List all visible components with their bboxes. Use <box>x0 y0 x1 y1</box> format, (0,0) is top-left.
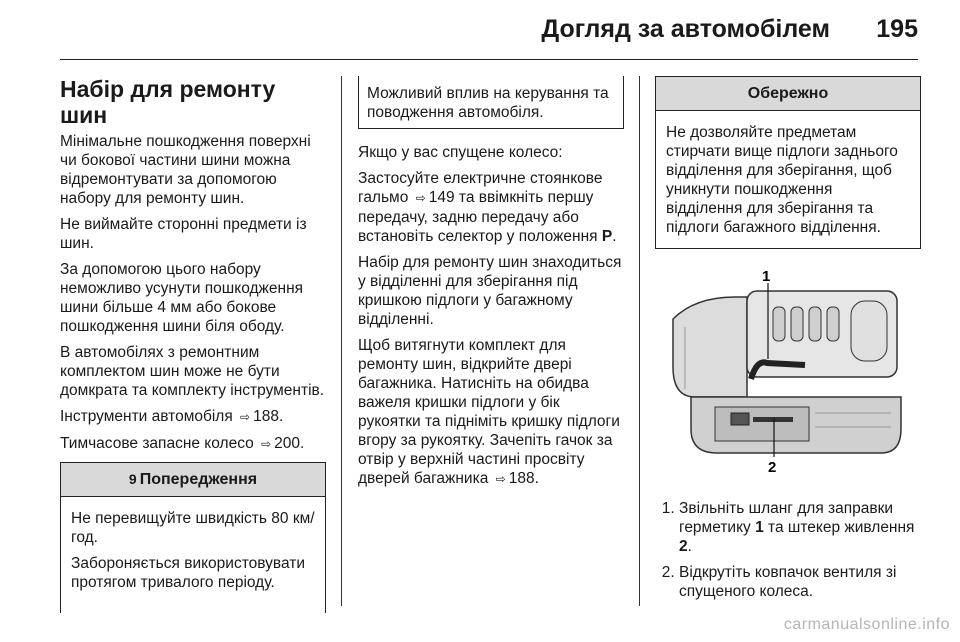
paragraph: Не виймайте сторонні предмети із шин. <box>60 216 307 252</box>
step-text: . <box>687 538 692 555</box>
tire-repair-kit-figure <box>655 267 921 477</box>
section-heading: Набір для ремонту шин <box>60 76 276 128</box>
paragraph-text: Тимчасове запасне колесо <box>60 435 254 452</box>
paragraph: За допомогою цього набору неможливо усунути пошкодження шини більше 4 мм або бокове пошкодження шини біля ободу. <box>60 261 304 335</box>
callout-2: 2 <box>768 459 777 476</box>
compressor-cylinder <box>673 297 747 397</box>
paragraph-text: Щоб витягнути комплект для ремонту шин, відкрийте двері багажника. Натисніть на обидва важеля кришки підлоги у бік рукоятки та підніміть кришку підлоги вгору за рукоятку. Зачепіть гачок за отвір у верхній частині просвіту дверей багажника <box>358 337 620 487</box>
warning-box-body <box>61 497 325 603</box>
page-header <box>60 0 918 58</box>
caution-box-header: Обережно <box>656 77 920 111</box>
paragraph-text: та ввімкніть першу передачу, задню передачу або встановіть селектор у положення <box>358 189 598 245</box>
warning-title: Попередження <box>139 471 258 488</box>
page-ref-icon[interactable]: ⇨ <box>415 191 426 205</box>
page-ref[interactable]: 200. <box>274 435 305 452</box>
warning-box <box>60 462 326 613</box>
instruction-list <box>655 499 921 601</box>
power-plug <box>731 413 749 425</box>
paragraph-text: Застосуйте електричне стоянкове гальмо <box>358 170 603 206</box>
page-ref[interactable]: 188. <box>253 408 284 425</box>
header-title: Догляд за автомобілем <box>541 15 830 43</box>
callout-ref: 1 <box>755 519 764 536</box>
paragraph-text: . <box>612 228 617 245</box>
gear-position-label: P <box>601 228 613 245</box>
header-rule <box>60 59 918 60</box>
caution-text: Не дозволяйте предметам стирчати вище підлоги заднього відділення для зберігання, щоб уникнути пошкодження відділення для зберігання та підлоги багажного відділення. <box>666 124 898 236</box>
paragraph <box>358 336 624 489</box>
caution-box-body <box>656 111 920 248</box>
warning-box-continuation <box>358 76 624 129</box>
paragraph <box>60 434 326 454</box>
page-ref[interactable]: 149 <box>428 189 455 206</box>
step-text: та штекер живлення <box>768 519 915 536</box>
column-3 <box>655 76 921 608</box>
column-divider <box>639 76 640 606</box>
warning-continuation-text: Можливий вплив на керування та поводження автомобіля. <box>367 85 609 121</box>
column-divider <box>341 76 342 606</box>
paragraph-text: Інструменти автомобіля <box>60 408 233 425</box>
caution-box <box>655 76 921 249</box>
paragraph <box>358 169 624 246</box>
callout-ref: 2 <box>679 538 688 555</box>
warning-box-header <box>61 463 325 497</box>
page-ref-icon[interactable]: ⇨ <box>261 437 272 451</box>
warning-line: Забороняється використовувати протягом тривалого періоду. <box>71 555 305 591</box>
paragraph: Якщо у вас спущене колесо: <box>358 144 563 161</box>
paragraph: В автомобілях з ремонтним комплектом шин може не бути домкрата та комплекту інструментів. <box>60 344 325 399</box>
page-ref-icon[interactable]: ⇨ <box>240 410 251 424</box>
paragraph <box>60 407 326 427</box>
callout-1: 1 <box>762 268 771 285</box>
column-2 <box>358 76 624 496</box>
page-number: 195 <box>876 15 918 43</box>
page-ref-icon[interactable]: ⇨ <box>495 472 506 486</box>
warning-triangle-icon: 9 <box>128 471 137 487</box>
page-ref[interactable]: 188. <box>508 470 539 487</box>
watermark: carmanualsonline.info <box>783 616 950 633</box>
step-text: Звільніть шланг для заправки герметику <box>679 500 894 536</box>
column-1 <box>60 76 326 613</box>
compressor-illustration <box>655 267 921 477</box>
instruction-step: 2. Відкрутіть ковпачок вентиля зі спущеного колеса. <box>679 563 921 601</box>
warning-line: Не перевищуйте швидкість 80 км/год. <box>71 510 315 546</box>
instruction-step <box>679 499 921 556</box>
paragraph: Набір для ремонту шин знаходиться у відділенні для зберігання під кришкою підлоги у багажному відділенні. <box>358 254 622 328</box>
paragraph: Мінімальне пошкодження поверхні чи бокової частини шини можна відремонтувати за допомогою набору для ремонту шин. <box>60 133 311 207</box>
